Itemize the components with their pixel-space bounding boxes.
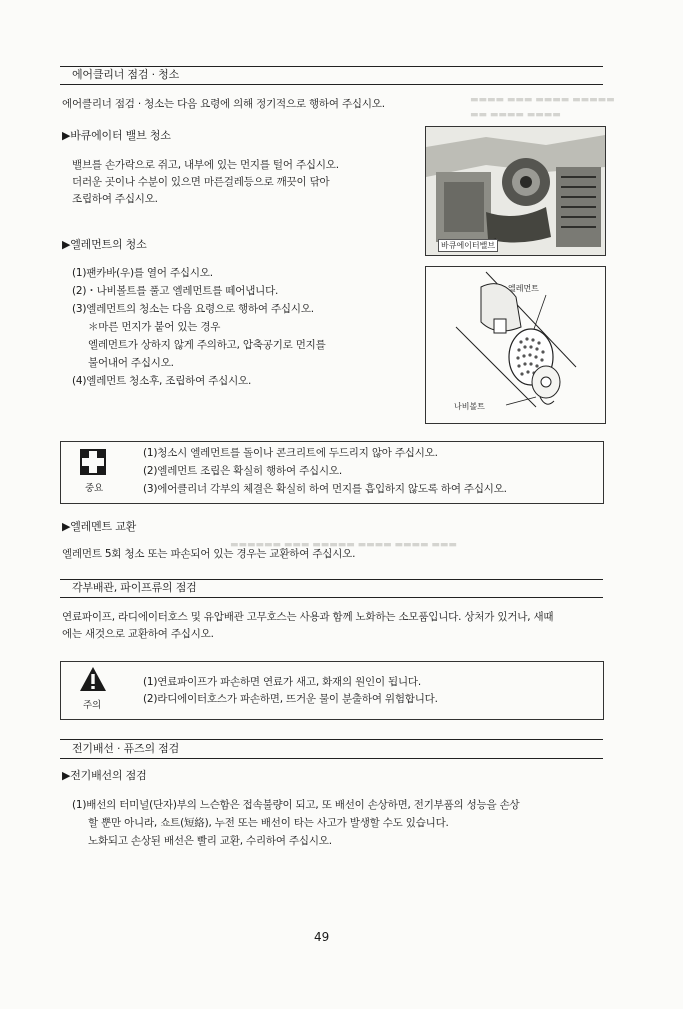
electrical-line: 노화되고 손상된 배선은 빨리 교환, 수리하여 주십시오. — [88, 835, 332, 847]
vacuator-valve-figure — [425, 126, 606, 256]
bleed-through-text: ▬▬▬▬ ▬▬▬ ▬▬▬▬ ▬▬▬▬▬ — [470, 95, 615, 105]
vacuator-heading: ▶바큐에이터 밸브 청소 — [62, 129, 171, 142]
element-cleaning-note: 엘레먼트가 상하지 않게 주의하고, 압축공기로 먼지를 — [88, 339, 326, 351]
electrical-line: 할 뿐만 아니라, 쇼트(短絡), 누전 또는 배선이 타는 사고가 발생할 수도 있습니다. — [88, 817, 449, 829]
air-cleaner-intro: 에어클리너 점검 · 청소는 다음 요령에 의해 정기적으로 행하여 주십시오. — [62, 98, 385, 110]
element-replace-line: 엘레먼트 5회 청소 또는 파손되어 있는 경우는 교환하여 주십시오. — [62, 548, 356, 560]
important-line: (3)에어클리너 각부의 체결은 확실히 하여 먼지를 흡입하지 않도록 하여 주십시오. — [143, 483, 507, 495]
electrical-line: (1)배선의 터미널(단자)부의 느슨함은 접속불량이 되고, 또 배선이 손상하면, 전기부품의 성능을 손상 — [72, 799, 520, 811]
vacuator-line: 밸브를 손가락으로 쥐고, 내부에 있는 먼지를 털어 주십시오. — [72, 159, 339, 171]
element-label: 엘레먼트 — [508, 284, 539, 293]
vacuator-valve-label: 바큐에이터밸브 — [438, 239, 498, 252]
important-line: (2)엘레먼트 조립은 확실히 행하여 주십시오. — [143, 465, 342, 477]
piping-line: 연료파이프, 라디에이터호스 및 유압배관 고무호스는 사용과 함께 노화하는 소모품입니다. 상처가 있거나, 새때 — [62, 611, 554, 623]
section-rule-top — [60, 739, 603, 740]
warning-line: (1)연료파이프가 파손하면 연료가 새고, 화재의 원인이 됩니다. — [143, 676, 422, 688]
bleed-through-text: ▬▬ ▬▬▬▬ ▬▬▬▬ — [470, 110, 561, 120]
vacuator-line: 조립하여 주십시오. — [72, 193, 158, 205]
element-cleaning-step: (1)팬카바(우)를 열어 주십시오. — [72, 267, 213, 279]
page-number: 49 — [314, 930, 330, 944]
bleed-through-text: ▬▬▬▬▬▬ ▬▬▬ ▬▬▬▬▬ ▬▬▬▬ ▬▬▬▬ ▬▬▬ — [230, 540, 457, 550]
section-rule-bottom — [60, 597, 603, 598]
electrical-heading: ▶전기배선의 점검 — [62, 769, 147, 782]
important-line: (1)청소시 엘레먼트를 돌이나 콘크리트에 두드리지 않아 주십시오. — [143, 447, 438, 459]
element-cleaning-heading: ▶엘레먼트의 청소 — [62, 238, 147, 251]
warning-line: (2)라디에이터호스가 파손하면, 뜨거운 물이 분출하여 위험합니다. — [143, 693, 438, 705]
piping-line: 에는 새것으로 교환하여 주십시오. — [62, 628, 214, 640]
element-cleaning-step: (3)엘레먼트의 청소는 다음 요령으로 행하여 주십시오. — [72, 303, 314, 315]
wing-bolt-label: 나비볼트 — [454, 402, 485, 411]
element-cleaning-note: 불어내어 주십시오. — [88, 357, 174, 369]
warning-notice-box — [60, 661, 604, 720]
section-title-electrical: 전기배선 · 퓨즈의 점검 — [72, 742, 180, 755]
element-replace-heading: ▶엘레멘트 교환 — [62, 520, 137, 533]
section-title-piping: 각부배관, 파이프류의 점검 — [72, 581, 197, 594]
section-rule-bottom — [60, 758, 603, 759]
element-cleaning-note: ＊마른 먼지가 붙어 있는 경우 — [88, 321, 221, 333]
element-cleaning-step: (4)엘레먼트 청소후, 조립하여 주십시오. — [72, 375, 252, 387]
element-figure — [425, 266, 606, 424]
important-square-icon — [80, 449, 106, 475]
engine-illustration — [426, 127, 605, 255]
important-notice-box — [60, 441, 604, 504]
element-cleaning-step: (2)・나비볼트를 풀고 엘레먼트를 떼어냅니다. — [72, 285, 279, 297]
vacuator-line: 더러운 곳이나 수분이 있으면 마른걸레등으로 깨끗이 닦아 — [72, 176, 330, 188]
important-label: 중요 — [85, 483, 103, 494]
warning-triangle-icon — [79, 666, 107, 692]
warning-label: 주의 — [83, 700, 101, 711]
section-rule-bottom — [60, 84, 603, 85]
section-title-air-cleaner: 에어클리너 점검 · 청소 — [72, 68, 180, 81]
